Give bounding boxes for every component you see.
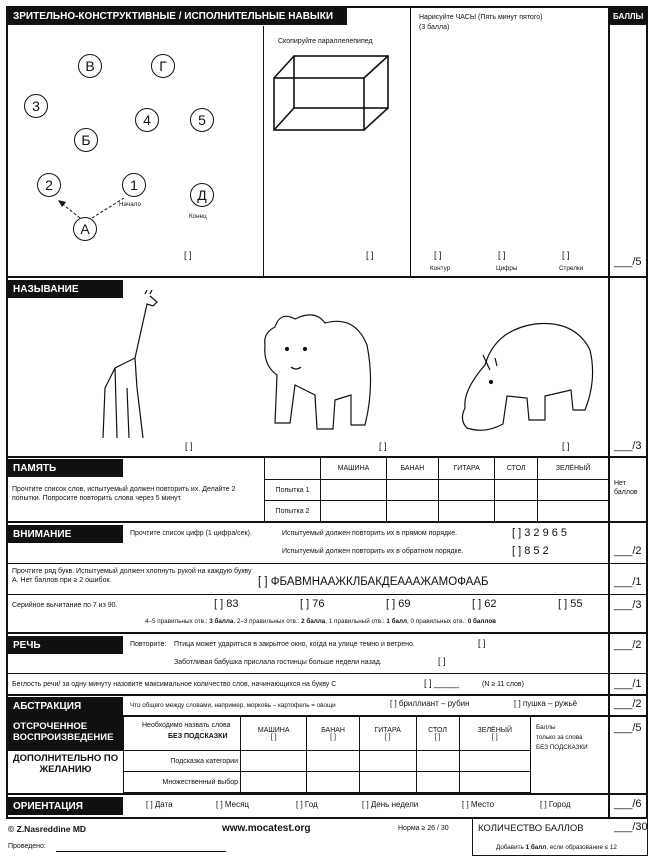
memory-instruction: Прочтите список слов, испытуемый должен повторить их. Делайте 2 попытки. Попросите повторить слова через 5 минут. — [12, 486, 236, 502]
bear-image — [255, 305, 380, 435]
delayed-word[interactable]: БАНАН [ ] — [307, 717, 359, 751]
visuospatial-title: ЗРИТЕЛЬНО-КОНСТРУКТИВНЫЕ / ИСПОЛНИТЕЛЬНЫЕ НАВЫКИ — [7, 7, 347, 25]
delayed-cell[interactable] — [241, 772, 307, 793]
naming-checkbox[interactable]: [ ] — [379, 441, 387, 451]
optional-title: ДОПОЛНИТЕЛЬНО ПО ЖЕЛАНИЮ — [12, 753, 119, 776]
language-title: РЕЧЬ — [7, 636, 123, 654]
naming-title: НАЗЫВАНИЕ — [7, 280, 123, 298]
word-header: БАНАН — [386, 458, 438, 480]
word-header: СТОЛ — [495, 458, 538, 480]
memory-cell[interactable] — [438, 480, 494, 501]
fluency-blank[interactable]: [ ] _____ — [424, 678, 460, 688]
giraffe-image — [95, 288, 165, 443]
sentence-checkbox[interactable]: [ ] — [478, 638, 486, 648]
clock-hands-label: Стрелки — [559, 265, 584, 272]
trail-node: Д — [190, 183, 214, 207]
abstraction-title: АБСТРАКЦИЯ — [7, 697, 123, 715]
trail-end-label: Конец — [189, 213, 207, 220]
naming-checkbox[interactable]: [ ] — [562, 441, 570, 451]
memory-cell[interactable] — [495, 480, 538, 501]
clock-checkbox[interactable]: [ ] — [562, 250, 570, 260]
divider — [263, 26, 264, 276]
delayed-cell[interactable] — [359, 751, 416, 772]
letters-score[interactable]: ___/1 — [614, 576, 642, 588]
orientation-item[interactable]: [ ] День недели — [362, 800, 419, 809]
repeat-label: Повторите: — [130, 641, 167, 648]
serial-item[interactable]: [ ] 76 — [300, 598, 325, 610]
cube-instruction: Скопируйте параллелепипед — [278, 38, 373, 45]
delayed-word[interactable]: МАШИНА [ ] — [241, 717, 307, 751]
clock-points: (3 балла) — [419, 24, 450, 31]
delayed-title: ОТСРОЧЕННОЕ ВОСПРОИЗВЕДЕНИЕ — [7, 717, 123, 751]
trail-node: 3 — [24, 94, 48, 118]
sentence-checkbox[interactable]: [ ] — [438, 656, 446, 666]
backward-digits[interactable]: [ ] 8 5 2 — [512, 545, 549, 557]
divider — [6, 694, 648, 696]
orientation-item[interactable]: [ ] Год — [296, 800, 318, 809]
trial-label: Попытка 1 — [265, 480, 321, 501]
delayed-cell[interactable] — [359, 772, 416, 793]
naming-checkbox[interactable]: [ ] — [185, 441, 193, 451]
memory-no-points: Нет баллов — [614, 480, 638, 496]
sentence-1: Птица может удариться в закрытое окно, когда на улице темно и ветрено. — [174, 641, 415, 648]
divider — [6, 276, 648, 278]
memory-title: ПАМЯТЬ — [7, 459, 123, 477]
clock-numbers-label: Цифры — [496, 265, 518, 272]
digits-instruction: Прочтите список цифр (1 цифра/сек). — [130, 530, 252, 537]
divider — [6, 793, 648, 795]
fluency-score[interactable]: ___/1 — [614, 678, 642, 690]
delayed-cell[interactable] — [307, 751, 359, 772]
fluency-n: (N ≥ 11 слов) — [482, 681, 524, 688]
delayed-note: только за слова — [536, 734, 583, 741]
delayed-word[interactable]: СТОЛ [ ] — [416, 717, 459, 751]
delayed-cell[interactable] — [459, 751, 530, 772]
word-header: МАШИНА — [321, 458, 387, 480]
serial-item[interactable]: [ ] 55 — [558, 598, 583, 610]
trial-label: Попытка 2 — [265, 501, 321, 522]
abstraction-instruction: Что общего между словами, например, морковь – картофель = овощи — [130, 702, 336, 709]
serial-item[interactable]: [ ] 83 — [214, 598, 239, 610]
memory-cell[interactable] — [321, 480, 387, 501]
divider — [6, 673, 648, 674]
repeat-score[interactable]: ___/2 — [614, 639, 642, 651]
memory-cell[interactable] — [538, 501, 609, 522]
trail-node: Б — [74, 128, 98, 152]
delayed-instruction: Необходимо назвать слова — [142, 722, 231, 729]
attention-title: ВНИМАНИЕ — [7, 525, 123, 543]
delayed-cell[interactable] — [416, 772, 459, 793]
memory-cell[interactable] — [321, 501, 387, 522]
divider — [6, 563, 648, 564]
sentence-2: Заботливая бабушка прислала гостинцы больше недели назад. — [174, 659, 382, 666]
digits-score[interactable]: ___/2 — [614, 545, 642, 557]
delayed-word[interactable]: ЗЕЛЁНЫЙ [ ] — [459, 717, 530, 751]
trail-node: В — [78, 54, 102, 78]
trail-node: 5 — [190, 108, 214, 132]
forward-instruction: Испытуемый должен повторить их в прямом порядке. — [282, 530, 458, 537]
score-column-divider — [608, 6, 610, 818]
total-score[interactable]: ___/30 — [614, 821, 648, 833]
clock-checkbox[interactable]: [ ] — [434, 250, 442, 260]
fluency-instruction: Беглость речи/ за одну минуту назовите максимальное количество слов, начинающихся на букву С — [12, 681, 337, 688]
trail-node: 1 — [122, 173, 146, 197]
letters-sequence[interactable]: [ ] ФБАВМНААЖКЛБАКДЕАААЖАМОФААБ — [258, 576, 489, 588]
delayed-word[interactable]: ГИТАРА [ ] — [359, 717, 416, 751]
orientation-item[interactable]: [ ] Город — [540, 800, 571, 809]
naming-score[interactable]: ___/3 — [614, 440, 642, 452]
trail-start-label: Начало — [119, 201, 141, 208]
memory-table — [264, 457, 609, 522]
multiple-choice-label: Множественный выбор — [124, 772, 241, 793]
delayed-score[interactable]: ___/5 — [614, 722, 642, 734]
trail-node: 2 — [37, 173, 61, 197]
letters-instruction: Прочтите ряд букв. Испытуемый должен хлопнуть рукой на каждую букву А. Нет баллов при ≥ 2 ошибок. — [12, 568, 252, 584]
trail-node: А — [73, 217, 97, 241]
delayed-table — [123, 716, 531, 793]
orientation-item[interactable]: [ ] Месяц — [216, 800, 250, 809]
word-header: ЗЕЛЁНЫЙ — [538, 458, 609, 480]
backward-instruction: Испытуемый должен повторить их в обратном порядке. — [282, 548, 464, 555]
abstraction-score[interactable]: ___/2 — [614, 698, 642, 710]
score-column-title: БАЛЛЫ — [609, 7, 646, 25]
rhinoceros-image — [455, 310, 600, 438]
norm-text: Норма ≥ 26 / 30 — [398, 825, 449, 832]
delayed-note: Баллы — [536, 724, 556, 731]
conducted-by-field[interactable] — [56, 851, 226, 852]
clock-contour-label: Контур — [430, 265, 451, 272]
serial-scoring: 4–5 правильных отв.: 3 балла, 2–3 правильных отв.: 2 балла, 1 правильный отв.: 1 балл, 0 правильных отв.: 0 баллов — [145, 618, 497, 625]
total-label: КОЛИЧЕСТВО БАЛЛОВ — [478, 823, 584, 834]
website-link[interactable]: www.mocatest.org — [222, 823, 311, 834]
delayed-cell[interactable] — [307, 772, 359, 793]
delayed-instruction-strong: БЕЗ ПОДСКАЗКИ — [168, 733, 228, 740]
orientation-score[interactable]: ___/6 — [614, 798, 642, 810]
divider — [6, 632, 648, 634]
memory-cell[interactable] — [386, 480, 438, 501]
memory-cell[interactable] — [386, 501, 438, 522]
conducted-by-label: Проведено: — [8, 843, 46, 850]
category-cue-label: Подсказка категории — [124, 751, 241, 772]
serial-item[interactable]: [ ] 69 — [386, 598, 411, 610]
delayed-cell[interactable] — [241, 751, 307, 772]
memory-cell[interactable] — [538, 480, 609, 501]
orientation-item[interactable]: [ ] Дата — [146, 800, 173, 809]
word-header: ГИТАРА — [438, 458, 494, 480]
delayed-cell[interactable] — [416, 751, 459, 772]
divider — [410, 7, 411, 276]
cube-drawing — [268, 50, 398, 140]
copyright: © Z.Nasreddine MD — [8, 824, 87, 834]
divider — [6, 521, 648, 523]
trail-node: Г — [151, 54, 175, 78]
education-note: Добавить 1 балл, если образование ≤ 12 — [496, 844, 617, 851]
abstraction-pair[interactable]: [ ] бриллиант – рубин — [390, 699, 470, 708]
divider — [6, 594, 648, 595]
memory-cell[interactable] — [495, 501, 538, 522]
memory-cell[interactable] — [438, 501, 494, 522]
serial-instruction: Серийное вычитание по 7 из 90. — [12, 602, 118, 609]
clock-instruction: Нарисуйте ЧАСЫ (Пять минут пятого) — [419, 14, 543, 21]
frame-right — [646, 6, 648, 818]
orientation-item[interactable]: [ ] Место — [462, 800, 495, 809]
trail-checkbox[interactable]: [ ] — [184, 250, 192, 260]
delayed-cell[interactable] — [459, 772, 530, 793]
cube-checkbox[interactable]: [ ] — [366, 250, 374, 260]
delayed-note: БЕЗ ПОДСКАЗКИ — [536, 744, 588, 751]
serial-score[interactable]: ___/3 — [614, 599, 642, 611]
abstraction-pair[interactable]: [ ] пушка – ружьё — [514, 699, 578, 708]
serial-item[interactable]: [ ] 62 — [472, 598, 497, 610]
orientation-title: ОРИЕНТАЦИЯ — [7, 797, 123, 815]
trail-node: 4 — [135, 108, 159, 132]
clock-checkbox[interactable]: [ ] — [498, 250, 506, 260]
visuospatial-score[interactable]: ___/5 — [614, 256, 642, 268]
forward-digits[interactable]: [ ] 3 2 9 6 5 — [512, 527, 568, 539]
